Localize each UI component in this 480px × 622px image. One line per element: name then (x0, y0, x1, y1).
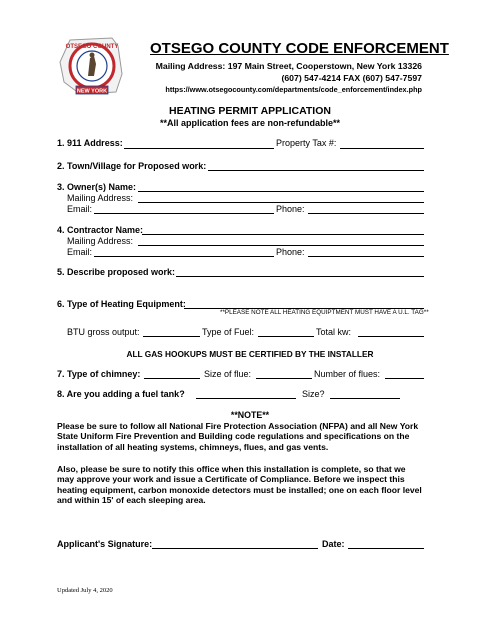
date-field[interactable] (348, 548, 424, 549)
note-paragraph-2: Also, please be sure to notify this office when this installation is complete, so that we may approve your work and issue a Certificate of Compliance. Before we inspect this heating equipment, carbon monoxide detectors must be installed; one on each floor level and within 15' of each sleeping area. (57, 464, 422, 505)
q6-ul-note: **PLEASE NOTE ALL HEATING EQUIPTMENT MUST HAVE A U.L. TAG** (220, 309, 429, 316)
q1-tax-label: Property Tax #: (276, 138, 337, 148)
q7-num-label: Number of flues: (314, 369, 381, 379)
q7-label: 7. Type of chimney: (57, 369, 141, 379)
q3-phone-label: Phone: (276, 204, 305, 214)
q5-label: 5. Describe proposed work: (57, 267, 176, 277)
fuel-field[interactable] (258, 336, 314, 337)
q4-label: 4. Contractor Name: (57, 225, 144, 235)
svg-text:OTSEGO COUNTY: OTSEGO COUNTY (65, 44, 119, 50)
total-kw-label: Total kw: (316, 327, 352, 337)
q4-mail-field[interactable] (138, 245, 424, 246)
fees-note: **All application fees are non-refundable** (159, 118, 341, 128)
q8-label: 8. Are you adding a fuel tank? (57, 389, 185, 399)
phone-fax: (607) 547-4214 FAX (607) 547-7597 (281, 73, 422, 83)
q7-num-field[interactable] (385, 378, 424, 379)
signature-field[interactable] (152, 548, 318, 549)
q8-tank-field[interactable] (196, 398, 296, 399)
q8-size-label: Size? (302, 389, 325, 399)
q7-size-field[interactable] (256, 378, 312, 379)
org-title: OTSEGO COUNTY CODE ENFORCEMENT (150, 40, 449, 57)
county-seal-logo (50, 34, 134, 108)
q8-size-field[interactable] (330, 398, 400, 399)
q6-label: 6. Type of Heating Equipment: (57, 299, 186, 309)
q3-label: 3. Owner(s) Name: (57, 182, 137, 192)
btu-field[interactable] (143, 336, 200, 337)
q3-phone-field[interactable] (308, 213, 424, 214)
form-title: HEATING PERMIT APPLICATION (169, 105, 331, 117)
q3-email-label: Email: (67, 204, 93, 214)
q1-tax-field[interactable] (340, 148, 424, 149)
q5-work-field[interactable] (176, 276, 424, 277)
q2-town-field[interactable] (208, 170, 424, 171)
note-heading: **NOTE** (230, 410, 270, 420)
signature-label: Applicant's Signature: (57, 539, 153, 549)
q3-owner-field[interactable] (138, 191, 424, 192)
svg-text:NEW YORK: NEW YORK (76, 88, 108, 95)
q4-mail-label: Mailing Address: (67, 236, 134, 246)
q7-size-label: Size of flue: (204, 369, 252, 379)
q1-address-field[interactable] (124, 148, 274, 149)
q4-phone-label: Phone: (276, 247, 305, 257)
btu-label: BTU gross output: (67, 327, 140, 337)
mailing-address: Mailing Address: 197 Main Street, Cooperstown, New York 13326 (155, 61, 422, 71)
q1-label: 1. 911 Address: (57, 138, 123, 148)
q3-email-field[interactable] (94, 213, 274, 214)
q3-mail-field[interactable] (138, 202, 424, 203)
q4-email-field[interactable] (94, 256, 274, 257)
q4-contractor-field[interactable] (142, 234, 424, 235)
website-url[interactable]: https://www.otsegocounty.com/departments/code_enforcement/index.php (165, 85, 422, 94)
note-paragraph-1: Please be sure to follow all National Fire Protection Association (NFPA) and all New York State Uniform Fire Prevention and Building code regulations and specifications on the installation of all heating systems, chimneys, flues, and gas vents. (57, 421, 419, 452)
total-kw-field[interactable] (358, 336, 424, 337)
q4-phone-field[interactable] (308, 256, 424, 257)
fuel-label: Type of Fuel: (202, 327, 255, 337)
q4-email-label: Email: (67, 247, 93, 257)
q3-mail-label: Mailing Address: (67, 193, 134, 203)
date-label: Date: (322, 539, 345, 549)
q7-chimney-field[interactable] (144, 378, 200, 379)
gas-note: ALL GAS HOOKUPS MUST BE CERTIFIED BY THE INSTALLER (126, 349, 374, 359)
q2-label: 2. Town/Village for Proposed work: (57, 161, 207, 171)
updated-date: Updated July 4, 2020 (57, 587, 113, 594)
